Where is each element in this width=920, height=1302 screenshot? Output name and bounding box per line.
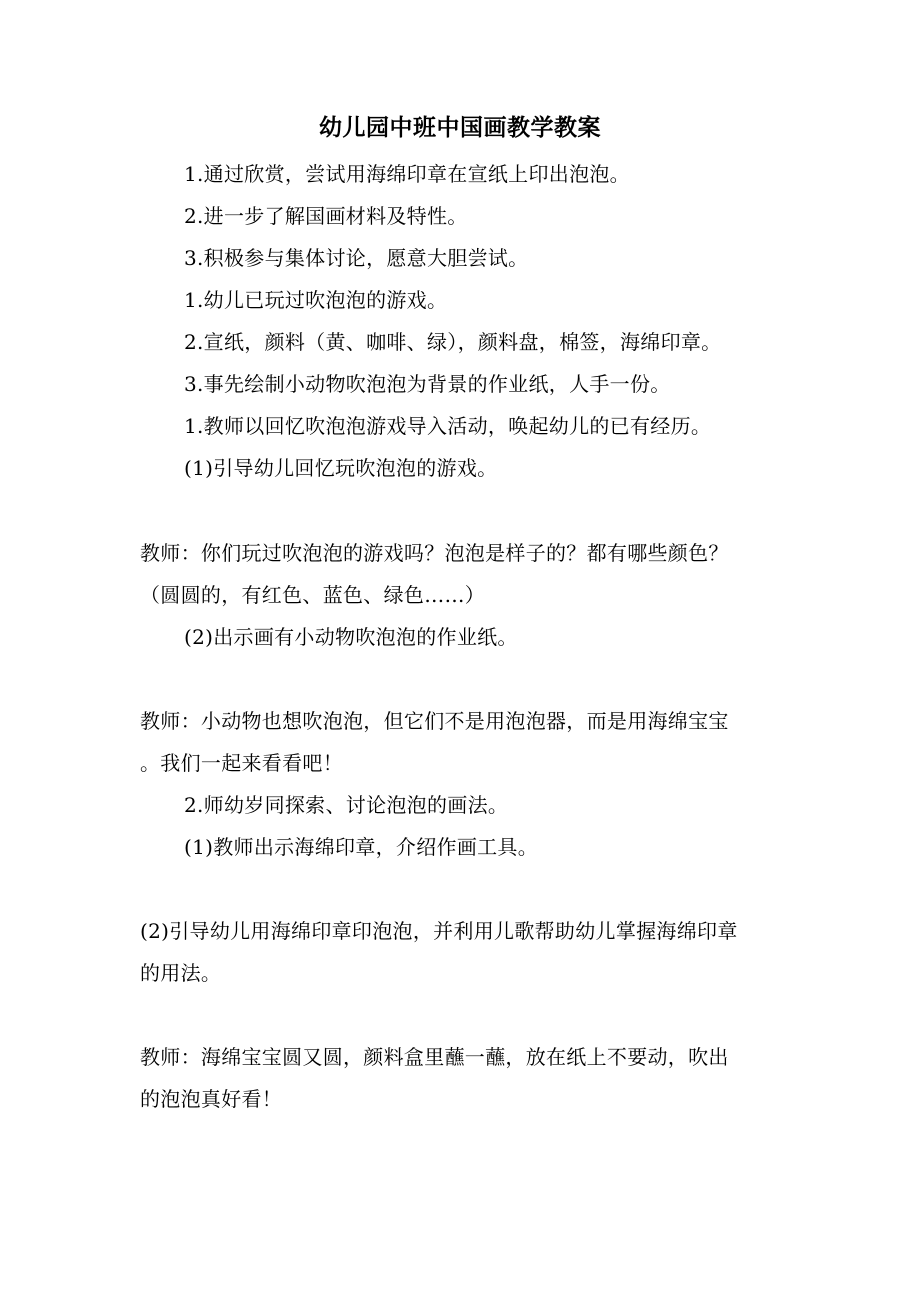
- preparation-line-3: 3.事先绘制小动物吹泡泡为背景的作业纸，人手一份。: [184, 372, 671, 396]
- process-substep-2-2-continued: 的用法。: [140, 961, 222, 985]
- teacher-dialogue-2: 教师：小动物也想吹泡泡，但它们不是用泡泡器，而是用海绵宝宝: [140, 709, 729, 733]
- objective-line-3: 3.积极参与集体讨论，愿意大胆尝试。: [184, 246, 529, 270]
- dialogue-answer-1: （圆圆的，有红色、蓝色、绿色……）: [140, 583, 486, 607]
- process-step-1: 1.教师以回忆吹泡泡游戏导入活动，唤起幼儿的已有经历。: [184, 414, 712, 438]
- process-substep-1-1: (1)引导幼儿回忆玩吹泡泡的游戏。: [184, 456, 498, 480]
- teacher-rhyme: 教师：海绵宝宝圆又圆，颜料盒里蘸一蘸，放在纸上不要动，吹出: [140, 1045, 729, 1069]
- teacher-dialogue-2-continued: 。我们一起来看看吧！: [140, 751, 343, 775]
- teacher-rhyme-continued: 的泡泡真好看！: [140, 1087, 283, 1111]
- preparation-line-2: 2.宣纸，颜料（黄、咖啡、绿），颜料盘，棉签，海绵印章。: [184, 330, 722, 354]
- process-step-2: 2.师幼岁同探索、讨论泡泡的画法。: [184, 793, 509, 817]
- teacher-dialogue-1: 教师：你们玩过吹泡泡的游戏吗？泡泡是样子的？都有哪些颜色？: [140, 541, 729, 565]
- process-substep-2-2: (2)引导幼儿用海绵印章印泡泡，并利用儿歌帮助幼儿掌握海绵印章: [140, 919, 738, 943]
- preparation-line-1: 1.幼儿已玩过吹泡泡的游戏。: [184, 288, 448, 312]
- objective-line-2: 2.进一步了解国画材料及特性。: [184, 204, 468, 228]
- document-title: 幼儿园中班中国画教学教案: [319, 115, 601, 141]
- objective-line-1: 1.通过欣赏，尝试用海绵印章在宣纸上印出泡泡。: [184, 162, 630, 186]
- process-substep-2-1: (1)教师出示海绵印章，介绍作画工具。: [184, 835, 539, 859]
- process-substep-1-2: (2)出示画有小动物吹泡泡的作业纸。: [184, 625, 518, 649]
